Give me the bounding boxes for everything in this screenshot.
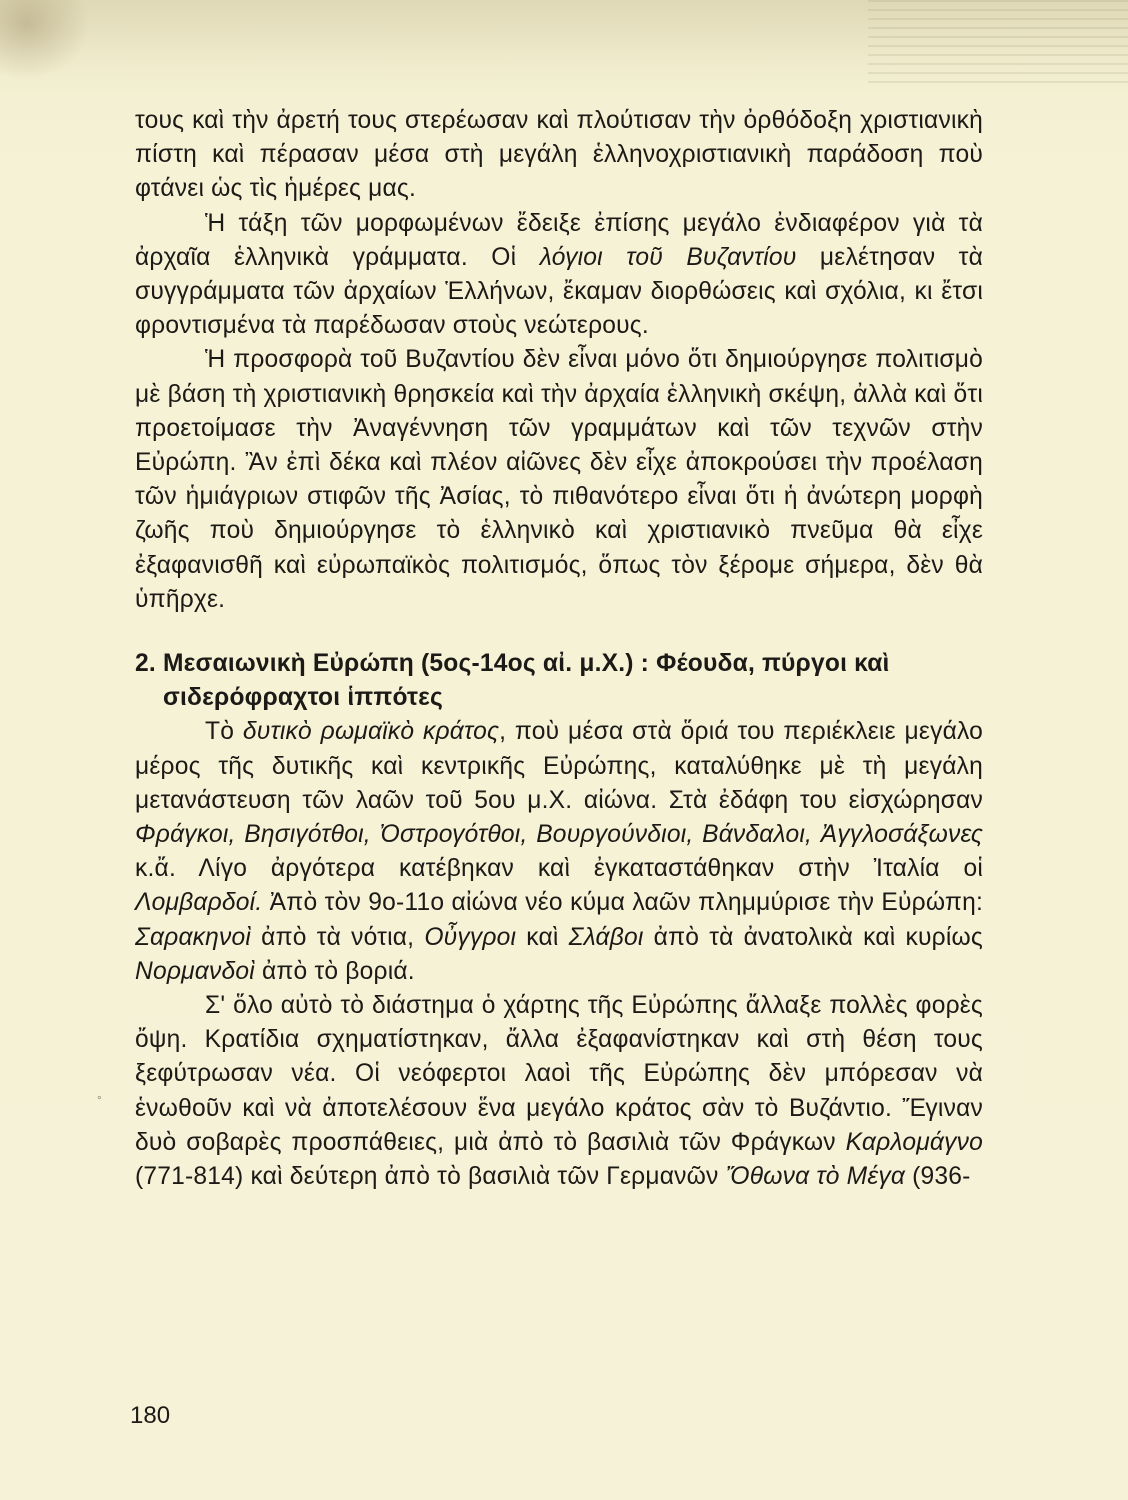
italic-term: λόγιοι τοῦ Βυζαντίου: [539, 243, 797, 271]
italic-term: Σλάβοι: [568, 923, 644, 951]
section-heading: 2. Μεσαιωνικὴ Εὐρώπη (5ος-14ος αἰ. μ.Χ.) : Φέουδα, πύργοι καὶ σιδερόφραχτοι ἱππότες: [135, 650, 890, 712]
text-run: ἀπὸ τὸ βοριά.: [254, 957, 415, 985]
text-run: ἀπὸ τὰ νότια,: [251, 923, 425, 951]
italic-term: δυτικὸ ρωμαϊκὸ κράτος: [242, 718, 500, 746]
text-run: κ.ἄ. Λίγο ἀργότερα κατέβηκαν καὶ ἐγκαταστάθηκαν στὴν Ἰταλία οἱ: [135, 855, 983, 883]
paragraph: [135, 343, 983, 617]
italic-term: Καρλομάγνο: [845, 1128, 983, 1156]
text-run: τους καὶ τὴν ἀρετή τους στερέωσαν καὶ πλούτισαν τὴν ὀρθόδοξη χριστιανικὴ πίστη καὶ πέρασαν μέσα στὴ μεγάλη ἑλληνοχριστιανικὴ παράδοση ποὺ φτάνει ὡς τὶς ἡμέρες μας.: [135, 107, 983, 203]
text-run: , ποὺ μέσα στὰ ὅριά του περιέκλειε μεγάλο μέρος τῆς δυτικῆς καὶ κεντρικῆς Εὐρώπης, καταλύθηκε μὲ τὴ μεγάλη μετανάστευση τῶν λαῶν τοῦ 5ου μ.Χ. αἰώνα. Στὰ ἐδάφη του εἰσχώρησαν: [135, 718, 983, 814]
facing-page-bleed: [0, 0, 1128, 95]
italic-term: Οὖγγροι: [424, 923, 517, 951]
text-run: Ἀπὸ τὸν 9ο-11ο αἰώνα νέο κύμα λαῶν πλημμύρισε τὴν Εὐρώπη:: [262, 889, 983, 917]
paragraph: [135, 989, 983, 1194]
section-body: [135, 715, 983, 1194]
page-number: 180: [130, 1402, 171, 1429]
text-run: Σ' ὅλο αὐτὸ τὸ διάστημα ὁ χάρτης τῆς Εὐρώπης ἄλλαξε πολλὲς φορὲς ὄψη. Κρατίδια σχηματίστηκαν, ἄλλα ἐξαφανίστηκαν καὶ στὴ θέση τους ξεφύτρωσαν νέα. Οἱ νεόφερτοι λαοὶ τῆς Εὐρώπης δὲν μπόρεσαν νὰ ἑνωθοῦν καὶ νὰ ἀποτελέσουν ἕνα μεγάλο κράτος σὰν τὸ Βυζάντιο. Ἔγιναν δυὸ σοβαρὲς προσπάθειες, μιὰ ἀπὸ τὸ βασιλιὰ τῶν Φράγκων: [135, 992, 983, 1156]
text-run: Ἡ τάξη τῶν μορφωμένων ἔδειξε ἐπίσης μεγάλο ἐνδιαφέρον γιὰ τὰ ἀρχαῖα ἑλληνικὰ γράμματα. Οἱ: [135, 209, 983, 271]
italic-term: Λομβαρδοί.: [135, 889, 263, 917]
italic-term: Σαρακηνοὶ: [135, 923, 252, 951]
paragraph: [135, 207, 983, 344]
text-run: Ἡ προσφορὰ τοῦ Βυζαντίου δὲν εἶναι μόνο ὅτι δημιούργησε πολιτισμὸ μὲ βάση τὴ χριστιανικὴ θρησκεία καὶ τὴν ἀρχαία ἑλληνικὴ σκέψη, ἀλλὰ καὶ ὅτι προετοίμασε τὴν Ἀναγέννηση τῶν γραμμάτων καὶ τῶν τεχνῶν στὴν Εὐρώπη. Ἂν ἐπὶ δέκα καὶ πλέον αἰῶνες δὲν εἶχε ἀποκρούσει τὴν προέλαση τῶν ἡμιάγριων στιφῶν τῆς Ἀσίας, τὸ πιθανότερο εἶναι ὅτι ἡ ἀνώτερη μορφὴ ζωῆς ποὺ δημιούργησε τὸ ἑλληνικὸ καὶ χριστιανικὸ πνεῦμα θὰ εἶχε ἐξαφανισθῆ καὶ εὐρωπαϊκὸς πολιτισμός, ὅπως τὸν ξέρομε σήμερα, δὲν θὰ ὑπῆρχε.: [135, 346, 983, 613]
paragraph: [135, 715, 983, 989]
italic-term: Φράγκοι, Βησιγότθοι, Ὀστρογότθοι, Βουργούνδιοι, Βάνδαλοι, Ἀγγλοσάξωνες: [135, 821, 983, 849]
text-run: καὶ: [516, 923, 569, 951]
text-run: Τὸ: [205, 718, 243, 746]
bleed-text-right: [868, 0, 1128, 90]
text-run: (771-814) καὶ δεύτερη ἀπὸ τὸ βασιλιὰ τῶν Γερμανῶν: [135, 1163, 726, 1191]
text-run: (936-: [905, 1163, 971, 1191]
paragraph: [135, 104, 983, 207]
bleed-illustration-left: [0, 0, 90, 80]
text-run: ἀπὸ τὰ ἀνατολικὰ καὶ κυρίως: [643, 923, 983, 951]
italic-term: Ὄθωνα τὸ Μέγα: [725, 1163, 906, 1191]
main-text: [135, 104, 983, 1194]
margin-mark: °: [97, 1093, 102, 1107]
text-run: μελέτησαν τὰ συγγράμματα τῶν ἀρχαίων Ἑλλήνων, ἔκαμαν διορθώσεις καὶ σχόλια, κι ἔτσι φροντισμένα τὰ παρέδωσαν στοὺς νεώτερους.: [135, 243, 984, 340]
italic-term: Νορμανδοὶ: [135, 957, 255, 985]
